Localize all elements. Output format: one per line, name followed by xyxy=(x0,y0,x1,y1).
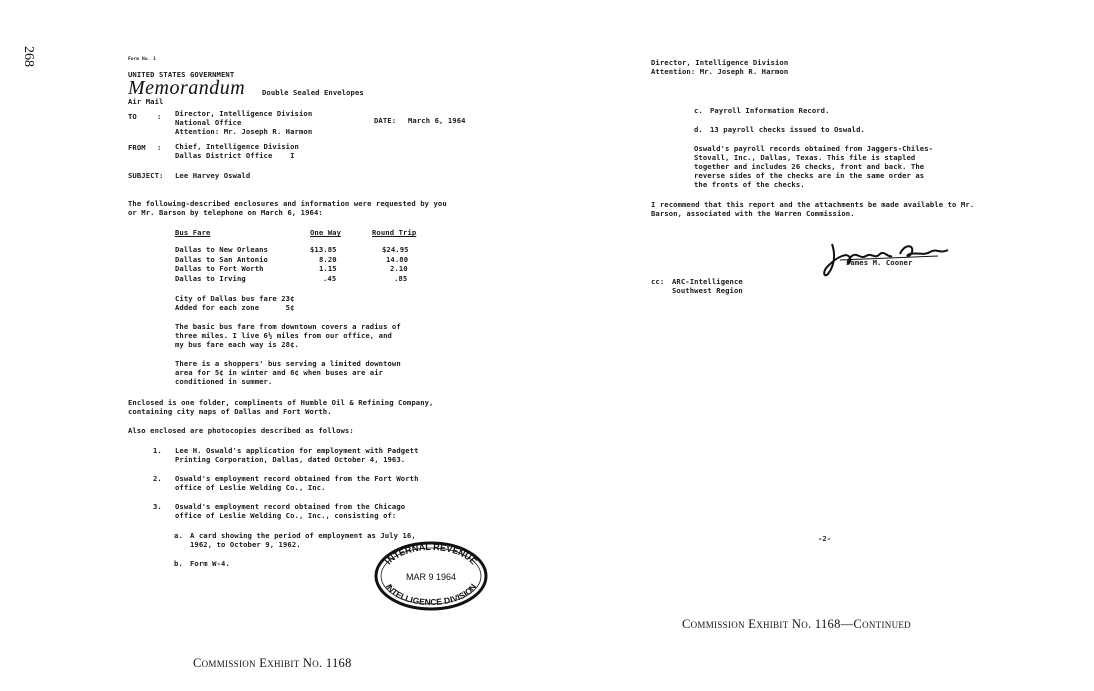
item-d-num: d. xyxy=(694,125,703,134)
shoppers-line-1: There is a shoppers' bus serving a limited downtown xyxy=(175,359,401,368)
basic-fare-line-3: my bus fare each way is 28¢. xyxy=(175,340,299,349)
bus-fare-table xyxy=(175,228,416,283)
item-2-num: 2. xyxy=(153,474,162,483)
sub-item-b-num: b. xyxy=(174,559,183,568)
date-label: DATE: xyxy=(374,116,397,125)
sub-item-b-line-1: Form W-4. xyxy=(190,559,230,568)
right-header-line-2: Attention: Mr. Joseph R. Harmon xyxy=(651,67,789,76)
memo-title: Memorandum xyxy=(128,77,246,99)
recommend-line-2: Barson, associated with the Warren Commission. xyxy=(651,209,855,218)
basic-fare-line-1: The basic bus fare from downtown covers a radius of xyxy=(175,322,401,331)
item-2-line-1: Oswald's employment record obtained from the Fort Worth xyxy=(175,474,419,483)
fare-route: Dallas to San Antonio xyxy=(175,254,268,264)
sub-item-a-num: a. xyxy=(174,531,183,540)
fare-round-trip: $24.95 xyxy=(382,245,409,255)
also-enclosed: Also enclosed are photocopies described as follows: xyxy=(128,426,354,435)
shoppers-line-2: area for 5¢ in winter and 6¢ when buses are air xyxy=(175,368,384,377)
table-row xyxy=(175,264,416,273)
fare-one-way: .45 xyxy=(323,273,337,283)
from-colon: : xyxy=(157,143,162,152)
payroll-line-5: the fronts of the checks. xyxy=(694,180,805,189)
payroll-line-3: together and includes 26 checks, front and back. The xyxy=(694,162,925,171)
double-sealed-note: Double Sealed Envelopes xyxy=(262,88,364,97)
recommend-line-1: I recommend that this report and the attachments be made available to Mr. xyxy=(651,200,975,209)
folder-line-2: containing city maps of Dallas and Fort Worth. xyxy=(128,407,332,416)
cc-line-1: ARC-Intelligence xyxy=(672,277,743,286)
cc-line-2: Southwest Region xyxy=(672,286,743,295)
item-c-num: c. xyxy=(694,106,703,115)
right-caption: Commission Exhibit No. 1168—Continued xyxy=(682,617,911,631)
to-line-1: Director, Intelligence Division xyxy=(175,109,313,118)
from-line-1: Chief, Intelligence Division xyxy=(175,142,299,151)
fare-route: Dallas to Irving xyxy=(175,273,246,283)
payroll-line-2: Stovall, Inc., Dallas, Texas. This file is stapled xyxy=(694,153,916,162)
item-1-line-1: Lee H. Oswald's application for employment with Padgett xyxy=(175,446,419,455)
to-line-2: National Office xyxy=(175,118,242,127)
from-line-2: Dallas District Office I xyxy=(175,151,295,160)
intro-line-2: or Mr. Barson by telephone on March 6, 1964: xyxy=(128,208,323,217)
sub-item-a-line-2: 1962, to October 9, 1962. xyxy=(190,540,301,549)
item-c-text: Payroll Information Record. xyxy=(710,106,830,115)
stamp-date-text: MAR 9 1964 xyxy=(405,572,457,582)
date-value: March 6, 1964 xyxy=(408,116,466,125)
fare-round-trip: 2.10 xyxy=(390,264,408,274)
fare-header-row xyxy=(175,228,416,237)
fare-route: Dallas to Fort Worth xyxy=(175,264,264,274)
item-3-line-1: Oswald's employment record obtained from the Chicago xyxy=(175,502,406,511)
fare-header-one-way: One Way xyxy=(310,228,341,237)
fare-one-way: $13.85 xyxy=(310,245,337,255)
item-1-num: 1. xyxy=(153,446,162,455)
fare-one-way: 8.20 xyxy=(319,254,337,264)
govt-heading: UNITED STATES GOVERNMENT xyxy=(128,70,235,79)
page-number: 268 xyxy=(21,46,36,67)
payroll-line-4: reverse sides of the checks are in the same order as xyxy=(694,171,925,180)
city-fare-line-1: City of Dallas bus fare 23¢ xyxy=(175,294,295,303)
table-row xyxy=(175,245,416,254)
stamp-bottom-text: INTELLIGENCE DIVISION xyxy=(383,581,479,608)
right-header-line-1: Director, Intelligence Division xyxy=(651,58,789,67)
fare-header-route: Bus Fare xyxy=(175,228,211,237)
to-line-3: Attention: Mr. Joseph R. Harmon xyxy=(175,127,313,136)
stamp-top-text: INTERNAL REVENUE xyxy=(382,541,479,567)
fare-round-trip: .85 xyxy=(394,273,408,283)
item-2-line-2: office of Leslie Welding Co., Inc. xyxy=(175,483,326,492)
city-fare-line-2: Added for each zone 5¢ xyxy=(175,303,295,312)
subject-label: SUBJECT: xyxy=(128,171,164,180)
signer-name: James M. Cooner xyxy=(846,258,913,267)
item-3-line-2: office of Leslie Welding Co., Inc., consisting of: xyxy=(175,511,397,520)
page-mark: -2- xyxy=(818,534,832,543)
table-row xyxy=(175,274,416,283)
intro-line-1: The following-described enclosures and information were requested by you xyxy=(128,199,447,208)
shoppers-line-3: conditioned in summer. xyxy=(175,377,273,386)
item-1-line-2: Printing Corporation, Dallas, dated October 4, 1963. xyxy=(175,455,406,464)
item-d-text: 13 payroll checks issued to Oswald. xyxy=(710,125,865,134)
subject-value: Lee Harvey Oswald xyxy=(175,171,251,180)
received-stamp xyxy=(372,540,490,612)
table-row xyxy=(175,255,416,264)
from-label: FROM xyxy=(128,143,146,152)
left-caption: Commission Exhibit No. 1168 xyxy=(193,656,352,670)
fare-header-round-trip: Round Trip xyxy=(372,228,417,237)
form-mark: Form No. 1 xyxy=(128,57,157,62)
sub-item-a-line-1: A card showing the period of employment as July 16, xyxy=(190,531,416,540)
payroll-line-1: Oswald's payroll records obtained from Jaggers-Chiles- xyxy=(694,144,934,153)
fare-route: Dallas to New Orleans xyxy=(175,245,268,255)
fare-round-trip: 14.80 xyxy=(386,254,409,264)
to-colon: : xyxy=(157,112,162,121)
cc-label: cc: xyxy=(651,277,665,286)
basic-fare-line-2: three miles. I live 6½ miles from our office, and xyxy=(175,331,392,340)
item-3-num: 3. xyxy=(153,502,162,511)
air-mail-note: Air Mail xyxy=(128,97,164,106)
handwritten-signature xyxy=(820,236,952,278)
folder-line-1: Enclosed is one folder, compliments of Humble Oil & Refining Company, xyxy=(128,398,434,407)
fare-one-way: 1.15 xyxy=(319,264,337,274)
to-label: TO xyxy=(128,112,137,121)
